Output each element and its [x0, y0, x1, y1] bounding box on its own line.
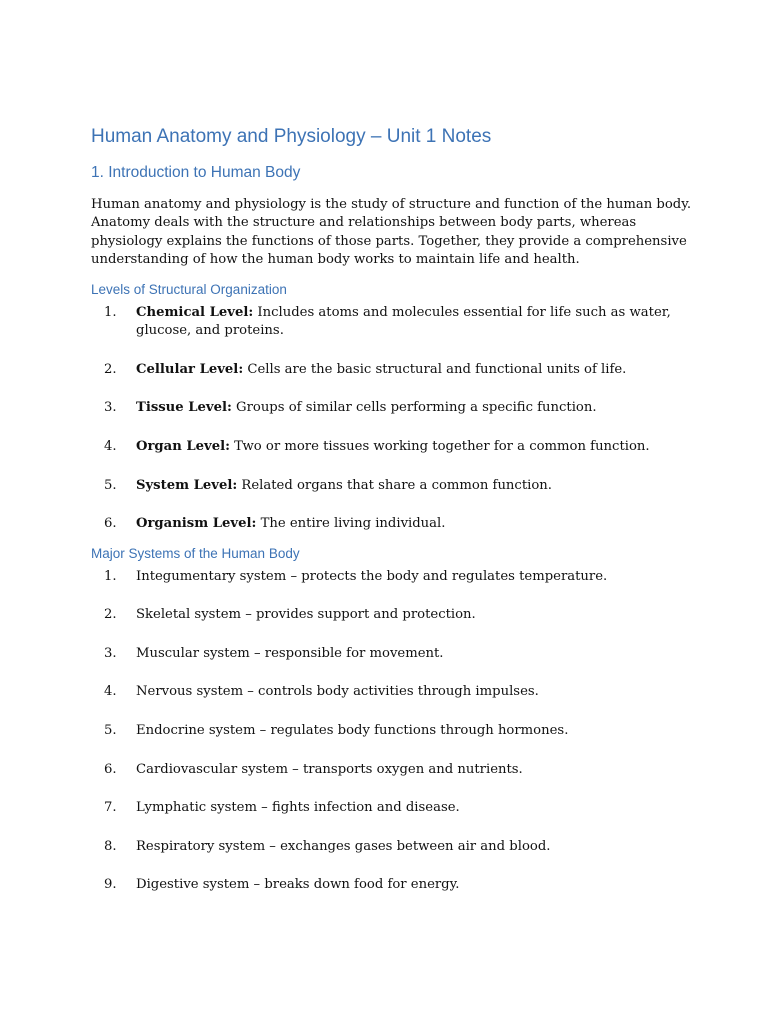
level-term: Chemical Level: [136, 305, 254, 320]
list-number: 9. [104, 877, 117, 892]
paragraph-line: Anatomy deals with the structure and relationships between body parts, whereas [91, 215, 637, 231]
introduction-paragraph [91, 196, 692, 269]
list-number: 3. [104, 400, 117, 415]
list-text [136, 438, 666, 456]
list-text [136, 361, 666, 379]
level-description: The entire living individual. [256, 516, 446, 531]
list-number: 4. [104, 684, 117, 699]
list-number: 2. [104, 607, 117, 622]
level-term: Organism Level: [136, 516, 257, 531]
list-number: 6. [104, 516, 117, 531]
list-number: 6. [104, 762, 117, 777]
list-number: 4. [104, 439, 117, 454]
list-text [136, 515, 666, 533]
level-description: Includes atoms and molecules essential for life such as water, [253, 305, 671, 320]
section-heading-introduction: 1. Introduction to Human Body [91, 164, 301, 181]
list-number: 7. [104, 800, 117, 815]
list-number: 1. [104, 569, 117, 584]
list-text: Cardiovascular system – transports oxygen and nutrients. [136, 762, 523, 777]
level-term: Organ Level: [136, 439, 230, 454]
list-number: 1. [104, 305, 117, 320]
level-term: System Level: [136, 478, 238, 493]
list-text: Nervous system – controls body activities through impulses. [136, 684, 539, 699]
list-text [136, 477, 666, 495]
paragraph-line: physiology explains the functions of those parts. Together, they provide a comprehensive [91, 233, 687, 249]
list-number: 2. [104, 362, 117, 377]
level-description-continued: glucose, and proteins. [136, 323, 284, 339]
list-text: Respiratory system – exchanges gases between air and blood. [136, 839, 551, 854]
level-term: Tissue Level: [136, 400, 232, 415]
list-text: Endocrine system – regulates body functions through hormones. [136, 723, 569, 738]
subheading-major-systems: Major Systems of the Human Body [91, 546, 300, 561]
level-description: Two or more tissues working together for a common function. [229, 439, 650, 454]
paragraph-line: Human anatomy and physiology is the study of structure and function of the human body. [91, 197, 692, 212]
level-description: Groups of similar cells performing a specific function. [231, 400, 597, 415]
list-number: 5. [104, 723, 117, 738]
list-text: Skeletal system – provides support and protection. [136, 607, 476, 622]
list-text: Digestive system – breaks down food for energy. [136, 877, 460, 892]
list-text: Muscular system – responsible for movement. [136, 646, 444, 661]
list-text [136, 399, 666, 417]
level-description: Related organs that share a common function. [237, 478, 552, 493]
document-title: Human Anatomy and Physiology – Unit 1 Notes [91, 126, 492, 147]
level-description: Cells are the basic structural and functional units of life. [243, 362, 627, 377]
list-number: 8. [104, 839, 117, 854]
paragraph-line: understanding of how the human body works to maintain life and health. [91, 251, 580, 267]
list-number: 5. [104, 478, 117, 493]
level-term: Cellular Level: [136, 362, 244, 377]
list-text [136, 304, 671, 341]
subheading-levels: Levels of Structural Organization [91, 282, 287, 297]
list-number: 3. [104, 646, 117, 661]
list-text: Integumentary system – protects the body and regulates temperature. [136, 569, 608, 584]
list-text: Lymphatic system – fights infection and disease. [136, 800, 460, 815]
